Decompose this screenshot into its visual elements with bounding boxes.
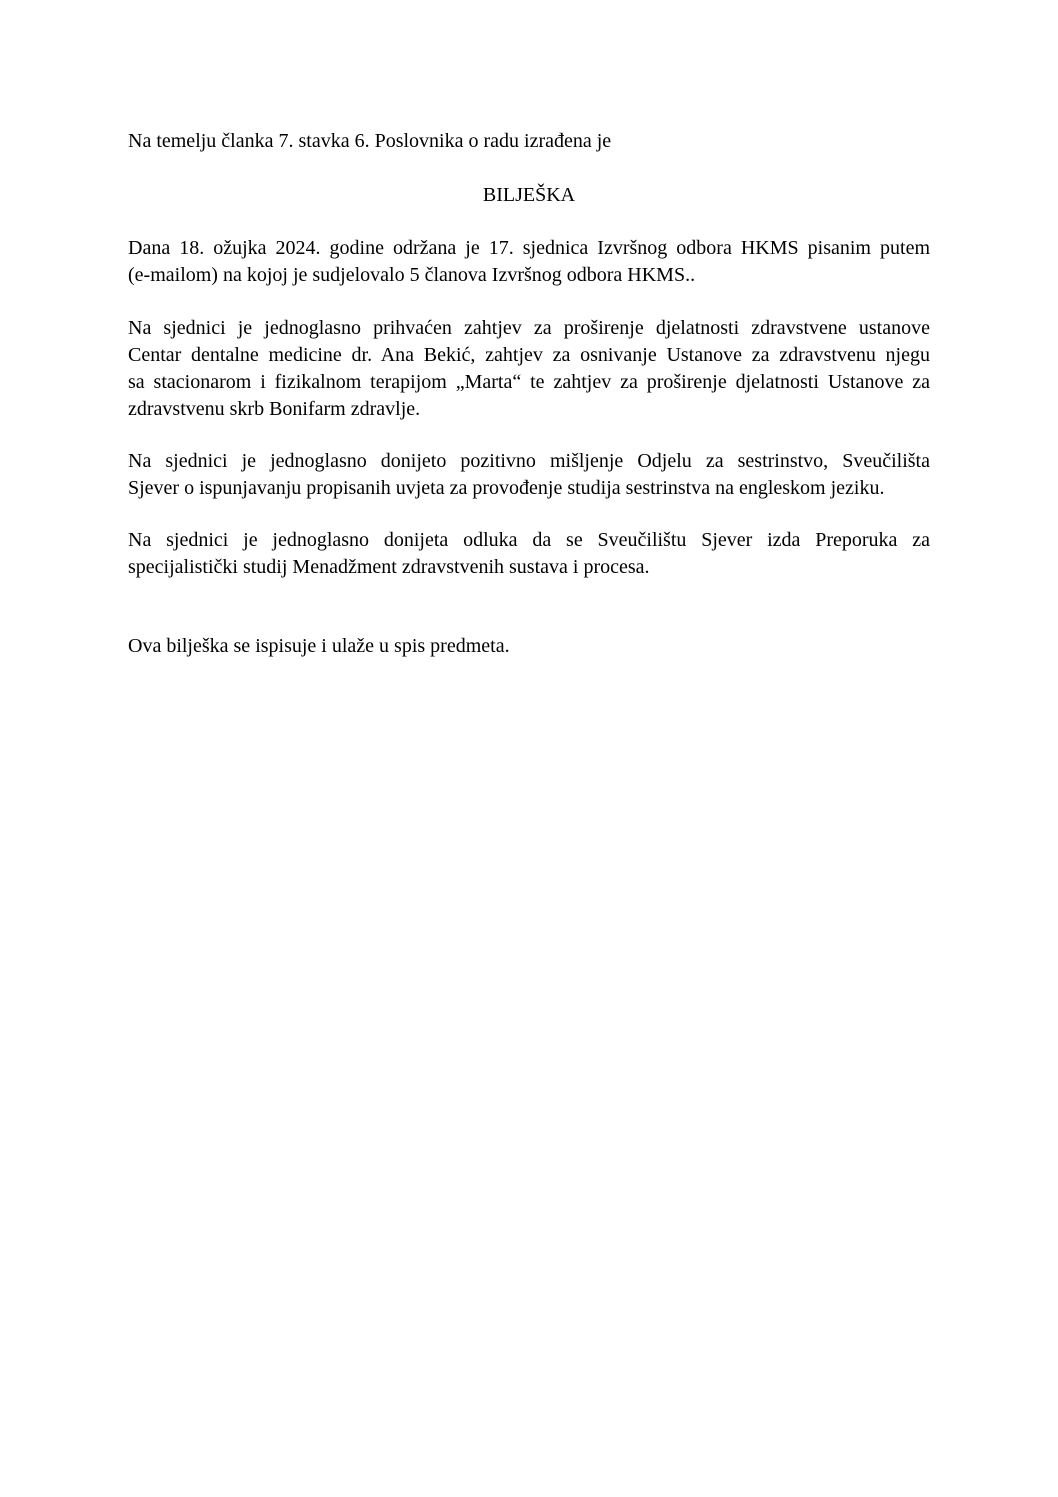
paragraph-line: Na sjednici je jednoglasno prihvaćen zahtjev za proširenje djelatnosti zdravstvene ustanove	[128, 317, 930, 339]
paragraph-opinion	[128, 448, 930, 502]
paragraph-line: Sjever o ispunjavanju propisanih uvjeta za provođenje studija sestrinstva na engleskom jeziku.	[128, 477, 885, 499]
paragraph-line: (e-mailom) na kojoj je sudjelovalo 5 članova Izvršnog odbora HKMS..	[128, 264, 696, 286]
paragraph-line: Centar dentalne medicine dr. Ana Bekić, zahtjev za osnivanje Ustanove za zdravstvenu njegu	[128, 344, 930, 366]
document-title: BILJEŠKA	[482, 184, 576, 206]
paragraph-line: specijalistički studij Menadžment zdravstvenih sustava i procesa.	[128, 556, 650, 578]
closing-statement	[128, 633, 930, 660]
paragraph-line: Na sjednici je jednoglasno donijeto pozitivno mišljenje Odjelu za sestrinstvo, Sveučilišta	[128, 450, 930, 472]
paragraph-decision	[128, 527, 930, 581]
paragraph-line: sa stacionarom i fizikalnom terapijom „Marta“ te zahtjev za proširenje djelatnosti Ustanove za	[128, 371, 930, 393]
paragraph-approvals	[128, 315, 930, 423]
closing-text: Ova bilješka se ispisuje i ulaže u spis predmeta.	[128, 635, 510, 657]
intro-line	[128, 128, 930, 155]
paragraph-line: Na sjednici je jednoglasno donijeta odluka da se Sveučilištu Sjever izda Preporuka za	[128, 529, 930, 551]
paragraph-line: zdravstvenu skrb Bonifarm zdravlje.	[128, 398, 421, 420]
paragraph-line: Dana 18. ožujka 2024. godine održana je 17. sjednica Izvršnog odbora HKMS pisanim putem	[128, 237, 930, 259]
intro-text: Na temelju članka 7. stavka 6. Poslovnika o radu izrađena je	[128, 130, 612, 152]
paragraph-meeting-info	[128, 235, 930, 289]
